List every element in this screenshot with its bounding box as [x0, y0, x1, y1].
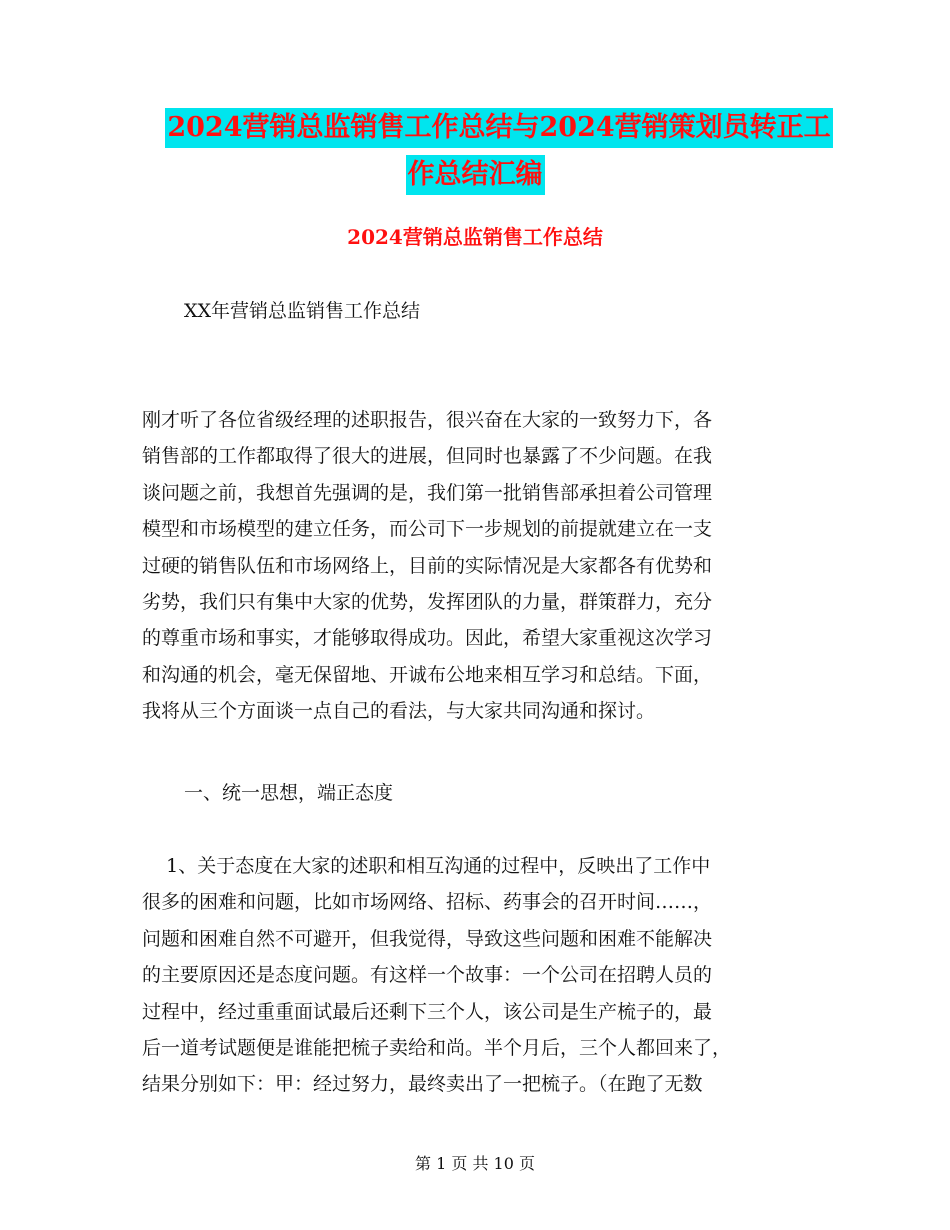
page-footer: 第 1 页 共 10 页	[415, 1154, 535, 1173]
title-line-2: 作总结汇编	[406, 155, 545, 195]
section-1-heading: 一、统一思想，端正态度	[184, 782, 394, 804]
paragraph-line: 过硬的销售队伍和市场网络上，目前的实际情况是大家都各有优势和	[142, 554, 713, 577]
paragraph-line: 结果分别如下：甲：经过努力，最终卖出了一把梳子。（在跑了无数	[142, 1073, 703, 1096]
paragraph-line: 劣势，我们只有集中大家的优势，发挥团队的力量，群策群力，充分	[142, 591, 713, 614]
paragraph-line: 很多的困难和问题，比如市场网络、招标、药事会的召开时间……，	[142, 891, 713, 914]
title-line-1: 2024营销总监销售工作总结与2024营销策划员转正工	[165, 108, 832, 148]
paragraph-2	[142, 848, 810, 1103]
paragraph-line: 谈问题之前，我想首先强调的是，我们第一批销售部承担着公司管理	[142, 481, 713, 504]
paragraph-line: 模型和市场模型的建立任务，而公司下一步规划的前提就建立在一支	[142, 518, 713, 541]
paragraph-line: 过程中，经过重重面试最后还剩下三个人，该公司是生产梳子的，最	[142, 1000, 713, 1023]
paragraph-line: 后一道考试题便是谁能把梳子卖给和尚。半个月后，三个人都回来了，	[142, 1037, 732, 1060]
paragraph-line: 的尊重市场和事实，才能够取得成功。因此，希望大家重视这次学习	[142, 627, 713, 650]
paragraph-line: 销售部的工作都取得了很大的进展，但同时也暴露了不少问题。在我	[142, 445, 713, 468]
document-title	[0, 108, 950, 202]
paragraph-line: 刚才听了各位省级经理的述职报告，很兴奋在大家的一致努力下，各	[142, 409, 713, 431]
paragraph-line: 的主要原因还是态度问题。有这样一个故事：一个公司在招聘人员的	[142, 964, 713, 987]
paragraph-1	[142, 402, 810, 730]
paragraph-line: 1、关于态度在大家的述职和相互沟通的过程中，反映出了工作中	[142, 855, 711, 877]
paragraph-line: 问题和困难自然不可避开，但我觉得，导致这些问题和困难不能解决	[142, 927, 713, 950]
doc-heading: XX年营销总监销售工作总结	[184, 300, 421, 322]
section-subtitle: 2024营销总监销售工作总结	[347, 225, 603, 249]
paragraph-line: 我将从三个方面谈一点自己的看法，与大家共同沟通和探讨。	[142, 700, 656, 723]
paragraph-line: 和沟通的机会，毫无保留地、开诚布公地来相互学习和总结。下面，	[142, 663, 713, 686]
